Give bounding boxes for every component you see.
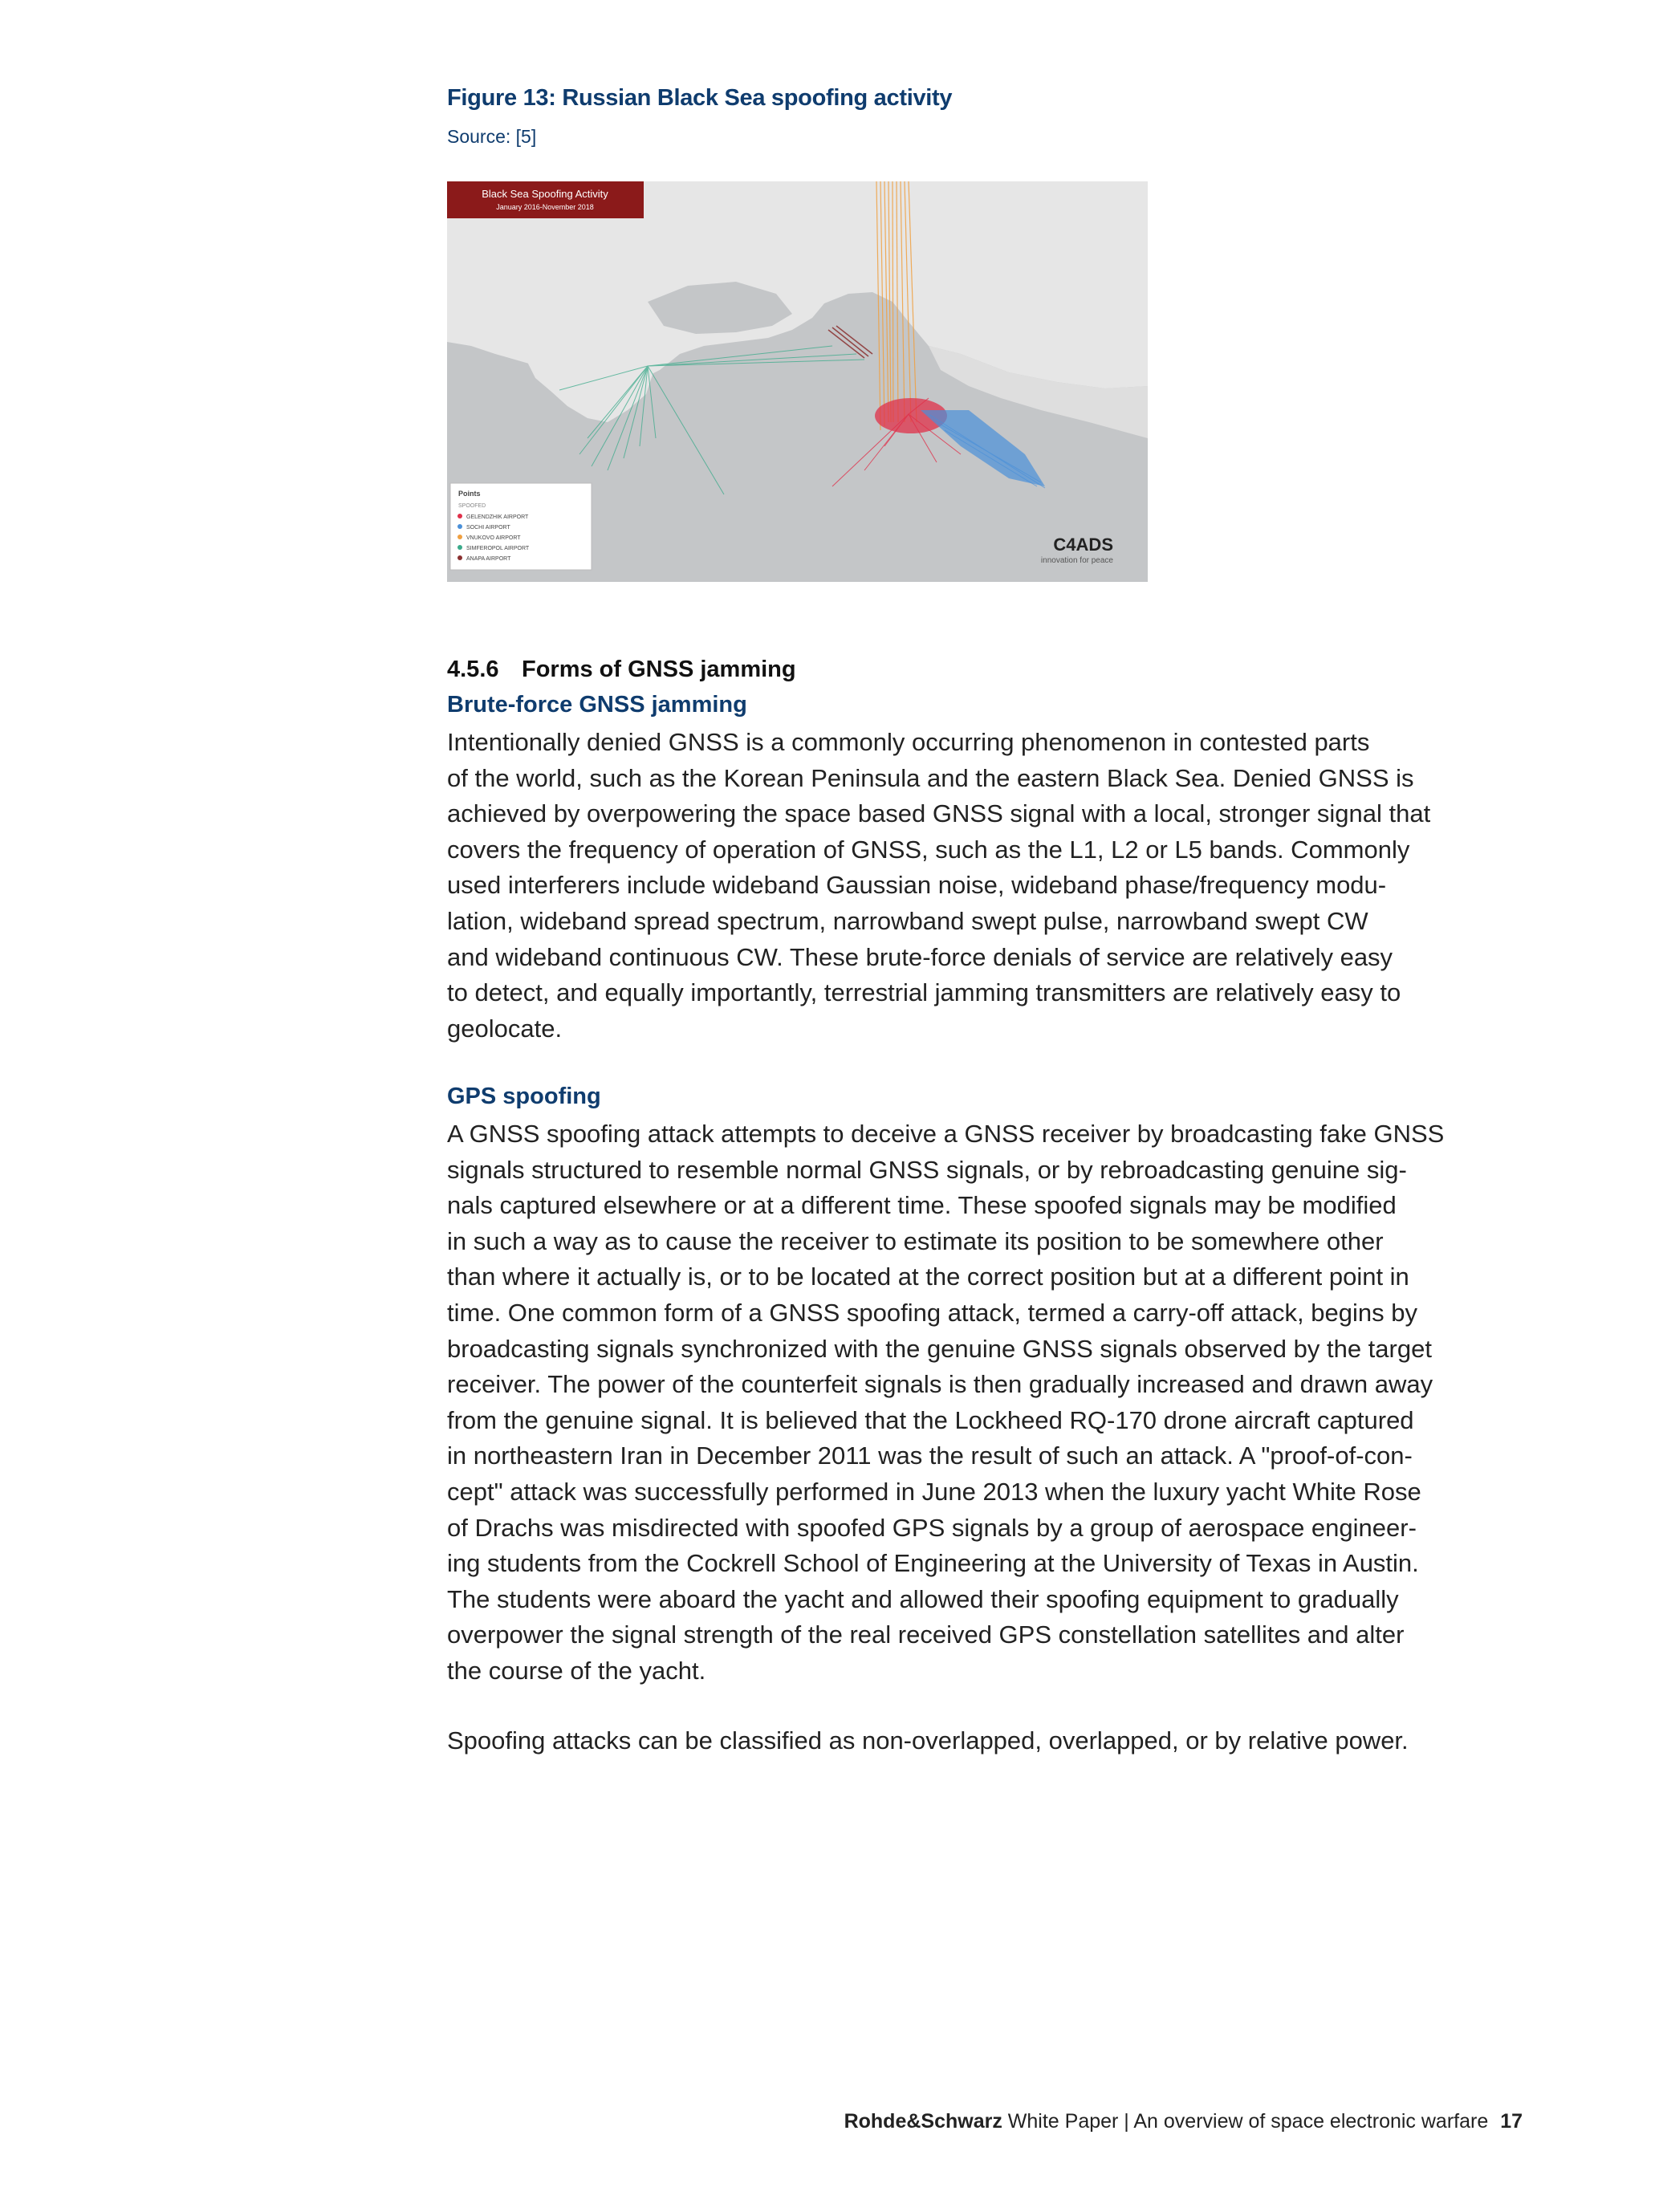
spoofing-map	[447, 181, 1148, 582]
legend-label: SIMFEROPOL AIRPORT	[466, 546, 530, 551]
brute-force-line: and wideband continuous CW. These brute-force denials of service are relatively easy	[447, 942, 1393, 971]
legend-label: SOCHI AIRPORT	[466, 525, 510, 531]
gps-spoofing-heading: GPS spoofing	[447, 1084, 601, 1109]
legend-label: VNUKOVO AIRPORT	[466, 535, 521, 541]
legend-label: ANAPA AIRPORT	[466, 556, 511, 562]
map-banner	[447, 181, 644, 218]
legend-label: GELENDZHIK AIRPORT	[466, 514, 529, 520]
map-legend-title: Points	[458, 490, 481, 498]
section-heading	[447, 657, 796, 683]
footer-doc: White Paper | An overview of space electronic warfare	[1007, 2110, 1489, 2133]
gps-spoofing-line: time. One common form of a GNSS spoofing attack, termed a carry-off attack, begins by	[447, 1298, 1417, 1327]
map-logo: C4ADS	[1053, 535, 1113, 555]
legend-swatch	[457, 514, 462, 518]
legend-swatch	[457, 535, 462, 539]
figure-source: Source: [5]	[447, 126, 537, 147]
brute-force-line: to detect, and equally importantly, terrestrial jamming transmitters are relatively easy to	[447, 978, 1401, 1007]
section-title: Forms of GNSS jamming	[522, 657, 796, 682]
legend-swatch	[457, 524, 462, 529]
gps-spoofing-line: than where it actually is, or to be located at the correct position but at a different point in	[447, 1263, 1409, 1291]
gps-spoofing-line: A GNSS spoofing attack attempts to deceive a GNSS receiver by broadcasting fake GNSS	[447, 1120, 1445, 1148]
brute-force-heading: Brute-force GNSS jamming	[447, 692, 747, 718]
gps-spoofing-line: cept" attack was successfully performed in June 2013 when the luxury yacht White Rose	[447, 1477, 1421, 1506]
brute-force-line: geolocate.	[447, 1014, 563, 1043]
brute-force-line: used interferers include wideband Gaussian noise, wideband phase/frequency modu-	[447, 871, 1387, 900]
gps-spoofing-line: ing students from the Cockrell School of Engineering at the University of Texas in Austin.	[447, 1549, 1419, 1578]
gps-spoofing-line: receiver. The power of the counterfeit signals is then gradually increased and drawn away	[447, 1370, 1433, 1399]
gps-spoofing-line: signals structured to resemble normal GNSS signals, or by rebroadcasting genuine sig-	[447, 1155, 1407, 1184]
gps-spoofing-line: of Drachs was misdirected with spoofed GPS signals by a group of aerospace engineer-	[447, 1513, 1417, 1542]
brute-force-line: covers the frequency of operation of GNSS, such as the L1, L2 or L5 bands. Commonly	[447, 835, 1410, 864]
legend-swatch	[457, 545, 462, 550]
figure-title: Figure 13: Russian Black Sea spoofing activity	[447, 85, 953, 111]
map-banner-title: Black Sea Spoofing Activity	[482, 188, 608, 200]
map-logo-tagline: innovation for peace	[1040, 556, 1113, 565]
map-legend-subtitle: SPOOFED	[458, 503, 486, 509]
section-number: 4.5.6	[447, 657, 499, 682]
footer-brand: Rohde&Schwarz	[844, 2110, 1002, 2133]
brute-force-paragraph	[447, 725, 1527, 1047]
gps-spoofing-line: The students were aboard the yacht and allowed their spoofing equipment to gradually	[447, 1584, 1399, 1613]
brute-force-line: lation, wideband spread spectrum, narrowband swept pulse, narrowband swept CW	[447, 906, 1368, 935]
map-banner-subtitle: January 2016-November 2018	[496, 203, 594, 211]
gps-spoofing-line: in such a way as to cause the receiver to estimate its position to be somewhere other	[447, 1226, 1384, 1255]
gps-spoofing-paragraph	[447, 1116, 1527, 1689]
gps-spoofing-line: broadcasting signals synchronized with the genuine GNSS signals observed by the target	[447, 1334, 1432, 1363]
brute-force-line: of the world, such as the Korean Peninsula and the eastern Black Sea. Denied GNSS is	[447, 763, 1414, 792]
page-footer	[844, 2110, 1523, 2133]
gps-spoofing-line: nals captured elsewhere or at a different time. These spoofed signals may be modified	[447, 1191, 1397, 1220]
closing-line: Spoofing attacks can be classified as non-overlapped, overlapped, or by relative power.	[447, 1726, 1409, 1755]
page-number: 17	[1500, 2110, 1523, 2133]
legend-swatch	[457, 555, 462, 560]
brute-force-line: Intentionally denied GNSS is a commonly occurring phenomenon in contested parts	[447, 728, 1370, 756]
closing-paragraph	[447, 1723, 1527, 1759]
brute-force-line: achieved by overpowering the space based GNSS signal with a local, stronger signal that	[447, 799, 1431, 828]
gps-spoofing-line: from the genuine signal. It is believed that the Lockheed RQ-170 drone aircraft captured	[447, 1405, 1414, 1434]
gps-spoofing-line: in northeastern Iran in December 2011 was the result of such an attack. A "proof-of-con-	[447, 1441, 1413, 1470]
gps-spoofing-line: the course of the yacht.	[447, 1656, 706, 1685]
gps-spoofing-line: overpower the signal strength of the real received GPS constellation satellites and alter	[447, 1620, 1405, 1649]
